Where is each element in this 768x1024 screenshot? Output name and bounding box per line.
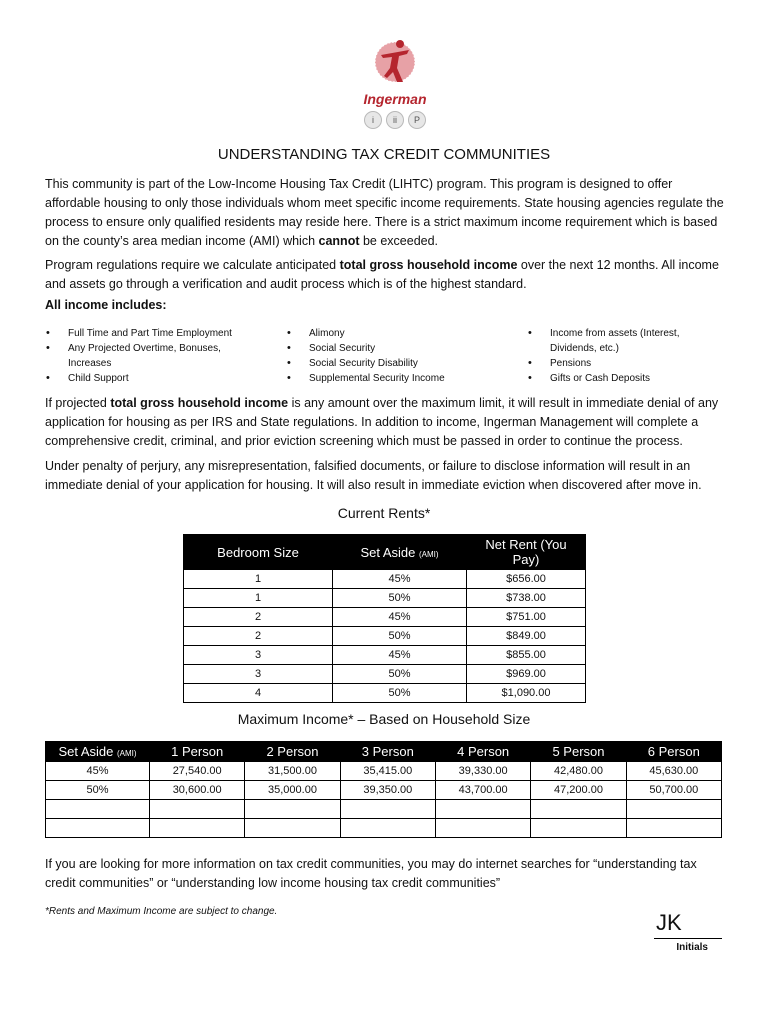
table-row	[46, 762, 722, 781]
income-title: Maximum Income* – Based on Household Size	[237, 711, 531, 727]
intro-text: This community is part of the Low-Income Housing Tax Credit (LIHTC) program. This program is designed to offer affordable housing to only those individuals whom meet specific income requirements. State housing agencies regulate the process to ensure only qualified residents may reside here. There is a strict maximum income requirement which is based on the county’s area median income (AMI) which	[45, 177, 724, 248]
footnote: *Rents and Maximum Income are subject to change.	[45, 906, 278, 917]
intro-paragraph	[45, 175, 725, 251]
table-cell	[245, 819, 340, 838]
column-header-bedroom: Bedroom Size	[184, 535, 333, 570]
table-cell: $738.00	[467, 589, 586, 608]
list-item: • Social Security	[287, 341, 507, 356]
logo-badge: ii	[386, 111, 404, 129]
table-cell	[340, 819, 435, 838]
table-cell: 43,700.00	[435, 781, 530, 800]
denial-bold: total gross household income	[110, 396, 289, 410]
table-cell: $751.00	[467, 608, 586, 627]
perjury-paragraph: Under penalty of perjury, any misrepresentation, falsified documents, or failure to disclose information will result in an immediate denial of your application for housing. It will also result in immediate eviction when discovered after move in.	[45, 459, 702, 492]
table-cell: $969.00	[467, 665, 586, 684]
column-header-set-aside: Set Aside (AMI)	[333, 535, 467, 570]
table-cell	[245, 800, 340, 819]
table-cell	[46, 819, 150, 838]
list-item: • Full Time and Part Time Employment	[46, 326, 261, 341]
regs-text: Program regulations require we calculate anticipated	[45, 258, 340, 272]
income-list-col2	[287, 326, 507, 386]
table-cell	[46, 800, 150, 819]
column-header-person: 3 Person	[340, 742, 435, 762]
denial-text: If projected	[45, 396, 111, 410]
column-header-person: 1 Person	[150, 742, 245, 762]
logo-badges	[355, 111, 435, 129]
table-cell: 39,330.00	[435, 762, 530, 781]
column-header-person: 6 Person	[626, 742, 721, 762]
table-cell: 2	[184, 627, 333, 646]
column-header-person: 2 Person	[245, 742, 340, 762]
table-cell: 50%	[333, 589, 467, 608]
list-item: • Alimony	[287, 326, 507, 341]
ingerman-logo	[355, 38, 435, 129]
more-info-paragraph: If you are looking for more information on tax credit communities, you may do internet searches for “understanding tax credit communities” or “understanding low income housing tax credit communities”	[45, 857, 697, 890]
table-cell: $1,090.00	[467, 684, 586, 703]
table-cell: 45,630.00	[626, 762, 721, 781]
logo-name: Ingerman	[363, 91, 427, 107]
table-cell: 3	[184, 646, 333, 665]
rents-table	[183, 534, 586, 703]
initials-line	[654, 938, 722, 939]
table-cell: 35,000.00	[245, 781, 340, 800]
intro-text-end: be exceeded.	[359, 234, 439, 248]
table-cell: 50%	[333, 627, 467, 646]
list-item: • Gifts or Cash Deposits	[528, 371, 713, 386]
table-cell: 50,700.00	[626, 781, 721, 800]
ingerman-person-icon	[373, 38, 417, 86]
denial-paragraph	[45, 394, 725, 451]
table-row	[184, 608, 586, 627]
table-row	[184, 684, 586, 703]
denial-text-end: is any amount over the maximum limit, it will result in immediate denial of any application for housing as per IRS and State regulations. In addition to income, Ingerman Management will complete a comprehensive credit, criminal, and prior eviction screening which must be passed in order to continue the process.	[45, 396, 719, 448]
table-cell: 45%	[333, 646, 467, 665]
table-cell	[340, 800, 435, 819]
column-header-person: 4 Person	[435, 742, 530, 762]
column-header-net-rent: Net Rent (You Pay)	[467, 535, 586, 570]
table-cell	[150, 819, 245, 838]
list-item: • Social Security Disability	[287, 356, 507, 371]
rents-title: Current Rents*	[337, 505, 431, 521]
table-cell: 45%	[333, 570, 467, 589]
regulations-paragraph	[45, 256, 725, 294]
table-cell: $849.00	[467, 627, 586, 646]
table-row	[46, 781, 722, 800]
table-cell	[626, 819, 721, 838]
table-row	[184, 665, 586, 684]
list-item: • Income from assets (Interest, Dividends, etc.)	[528, 326, 713, 356]
table-cell	[626, 800, 721, 819]
table-cell	[531, 800, 626, 819]
table-cell: 42,480.00	[531, 762, 626, 781]
page-title: UNDERSTANDING TAX CREDIT COMMUNITIES	[217, 146, 551, 163]
table-cell: 2	[184, 608, 333, 627]
list-item: • Supplemental Security Income	[287, 371, 507, 386]
table-cell: 47,200.00	[531, 781, 626, 800]
intro-cannot: cannot	[318, 234, 360, 248]
list-item: • Any Projected Overtime, Bonuses, Increases	[46, 341, 261, 371]
table-row	[46, 800, 722, 819]
table-cell: 1	[184, 570, 333, 589]
list-item: • Child Support	[46, 371, 261, 386]
table-cell: $855.00	[467, 646, 586, 665]
logo-badge: P	[408, 111, 426, 129]
table-cell	[150, 800, 245, 819]
income-table	[45, 741, 722, 838]
initials-box	[654, 910, 722, 953]
table-cell: 35,415.00	[340, 762, 435, 781]
table-cell: 1	[184, 589, 333, 608]
initials-label: Initials	[676, 942, 708, 953]
table-cell: 31,500.00	[245, 762, 340, 781]
table-cell	[531, 819, 626, 838]
table-row	[184, 589, 586, 608]
table-cell	[435, 800, 530, 819]
table-cell: 4	[184, 684, 333, 703]
income-heading: All income includes:	[45, 298, 167, 312]
table-row	[184, 646, 586, 665]
table-row	[184, 627, 586, 646]
table-cell: 27,540.00	[150, 762, 245, 781]
regs-bold: total gross household income	[339, 258, 518, 272]
income-list-col1	[46, 326, 261, 386]
logo-badge: i	[364, 111, 382, 129]
table-cell: 30,600.00	[150, 781, 245, 800]
list-item: • Pensions	[528, 356, 713, 371]
table-row	[184, 570, 586, 589]
table-cell: 50%	[333, 665, 467, 684]
table-row	[46, 819, 722, 838]
table-cell: 45%	[46, 762, 150, 781]
table-cell: 50%	[333, 684, 467, 703]
regs-text-end: over the next 12 months. All income and assets go through a verification and audit process which is of the highest standard.	[45, 258, 719, 291]
table-cell: 45%	[333, 608, 467, 627]
table-cell: $656.00	[467, 570, 586, 589]
table-cell: 39,350.00	[340, 781, 435, 800]
table-cell: 50%	[46, 781, 150, 800]
table-cell: 3	[184, 665, 333, 684]
column-header-set-aside: Set Aside (AMI)	[46, 742, 150, 762]
table-cell	[435, 819, 530, 838]
column-header-person: 5 Person	[531, 742, 626, 762]
income-list-col3	[528, 326, 713, 386]
initials-value: JK	[656, 910, 682, 935]
